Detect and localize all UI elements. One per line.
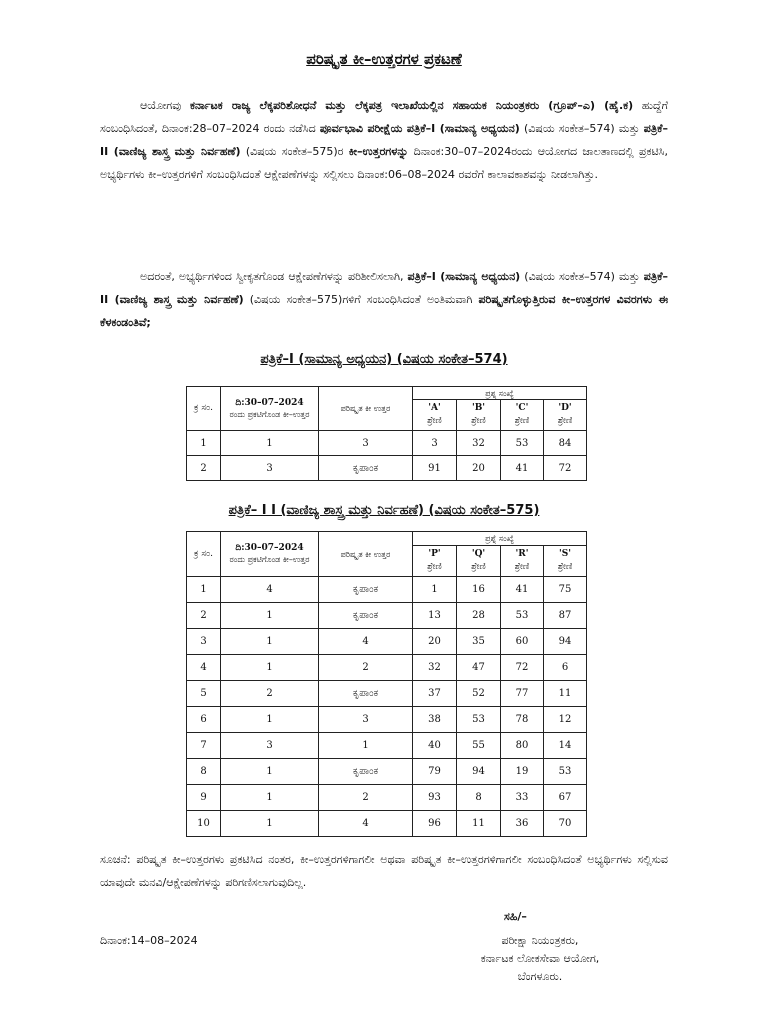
revised-key-header: ಪರಿಷ್ಕೃತ ಕೀ ಉತ್ತರ	[319, 387, 413, 431]
table-cell: 1	[221, 431, 319, 456]
table-cell: 38	[413, 707, 457, 733]
table-cell: 32	[413, 655, 457, 681]
intro-text-2: ಹುದ್ದೆಗೆ ಸಂಬಂಧಿಸಿದಂತೆ, ದಿನಾಂಕ:28–07–2024 ರಂದು ನಡೆಸಿದ	[100, 99, 668, 135]
table-cell: 4	[221, 577, 319, 603]
paper1-caption	[0, 352, 768, 367]
table-cell: 4	[319, 629, 413, 655]
series-header	[501, 546, 544, 577]
table-cell: 3	[187, 629, 221, 655]
table-cell: 53	[501, 603, 544, 629]
table-cell: 94	[544, 629, 587, 655]
table-cell: 93	[413, 785, 457, 811]
old-key-header-date: ದಿ:30–07–2024	[235, 397, 304, 408]
office-commission: ಕರ್ನಾಟಕ ಲೋಕಸೇವಾ ಆಯೋಗ,	[480, 952, 600, 965]
table-cell: 2	[187, 456, 221, 481]
table-cell: 96	[413, 811, 457, 837]
paper1-body	[187, 431, 587, 481]
table-row	[187, 785, 587, 811]
table-cell: 55	[457, 733, 501, 759]
table-cell: 3	[221, 733, 319, 759]
table-cell: 20	[457, 456, 501, 481]
table-cell: 28	[457, 603, 501, 629]
series-letter: 'Q'	[471, 549, 486, 559]
revised-key-header: ಪರಿಷ್ಕೃತ ಕೀ ಉತ್ತರ	[319, 532, 413, 577]
table-cell: 47	[457, 655, 501, 681]
series-word: ಶ್ರೇಣಿ	[514, 562, 530, 572]
result-bold-3: ಪರಿಷ್ಕೃತಗೊಳ್ಳುತ್ತಿರುವ ಕೀ–ಉತ್ತರಗಳ ವಿವರಗಳು ಈ ಕೆಳಕಂಡಂತಿವೆ;	[100, 293, 668, 329]
old-key-header-label: ರಂದು ಪ್ರಕಟಿಗೊಂಡ ಕೀ–ಉತ್ತರ	[229, 555, 310, 564]
table-cell: 91	[413, 456, 457, 481]
table-cell: 5	[187, 681, 221, 707]
table-cell: 1	[221, 785, 319, 811]
table-cell: 78	[501, 707, 544, 733]
table-cell: 8	[187, 759, 221, 785]
series-word: ಶ್ರೇಣಿ	[427, 416, 442, 426]
question-number-header: ಪ್ರಶ್ನ ಸಂಖ್ಯೆ	[413, 387, 587, 400]
table-cell: 33	[501, 785, 544, 811]
intro-bold-4: ಕೀ–ಉತ್ತರಗಳನ್ನು	[348, 145, 409, 158]
series-word: ಶ್ರೇಣಿ	[427, 562, 442, 572]
table-cell: 70	[544, 811, 587, 837]
table-cell: 52	[457, 681, 501, 707]
notice-title	[0, 50, 768, 68]
table-cell: 60	[501, 629, 544, 655]
series-header	[413, 546, 457, 577]
series-letter: 'A'	[428, 403, 441, 413]
table-cell: 1	[319, 733, 413, 759]
table-cell: 41	[501, 577, 544, 603]
sl-no-header: ಕ್ರ ಸಂ.	[187, 532, 221, 577]
question-number-header: ಪ್ರಶ್ನೆ ಸಂಖ್ಯೆ	[413, 532, 587, 546]
table-cell: 1	[413, 577, 457, 603]
series-word: ಶ್ರೇಣಿ	[557, 562, 573, 572]
series-letter: 'R'	[515, 549, 529, 559]
table-row	[187, 759, 587, 785]
paper2-caption-text: ಪತ್ರಿಕೆ– I I (ವಾಣಿಜ್ಯ ಶಾಸ್ತ್ರ ಮತ್ತು ನಿರ್ವಹಣೆ) (ವಿಷಯ ಸಂಕೇತ–575)	[228, 503, 540, 518]
table-cell: 1	[187, 431, 221, 456]
intro-text-3: (ವಿಷಯ ಸಂಕೇತ–574) ಮತ್ತು	[519, 122, 644, 135]
old-key-header-label: ರಂದು ಪ್ರಕಟಿಗೊಂಡ ಕೀ–ಉತ್ತರ	[229, 409, 310, 419]
table-cell: ಕೃಪಾಂಕ	[319, 577, 413, 603]
series-word: ಶ್ರೇಣಿ	[471, 416, 486, 426]
series-header	[413, 400, 457, 431]
table-cell: 36	[501, 811, 544, 837]
table-cell: 35	[457, 629, 501, 655]
issue-date: ದಿನಾಂಕ:14–08–2024	[100, 934, 198, 947]
table-cell: 72	[544, 456, 587, 481]
table-cell: 94	[457, 759, 501, 785]
table-cell: 40	[413, 733, 457, 759]
intro-bold-1: ಕರ್ನಾಟಕ ರಾಜ್ಯ ಲೆಕ್ಕಪರಿಶೋಧನೆ ಮತ್ತು ಲೆಕ್ಕಪತ್ರ ಇಲಾಖೆಯಲ್ಲಿನ ಸಹಾಯಕ ನಿಯಂತ್ರಕರು (ಗ್ರೂಪ್–ಎ) (ಹೈ.ಕ)	[189, 99, 634, 112]
table-cell: 14	[544, 733, 587, 759]
table-row	[187, 811, 587, 837]
table-cell: 2	[187, 603, 221, 629]
intro-text-5: ದಿನಾಂಕ:30–07–2024ರಂದು ಆಯೋಗದ ಜಾಲತಾಣದಲ್ಲಿ ಪ್ರಕಟಿಸಿ, ಅಭ್ಯರ್ಥಿಗಳು ಕೀ–ಉತ್ತರಗಳಿಗೆ ಸಂಬಂಧಿಸಿದಂತೆ ಆಕ್ಷೇಪಣೆಗಳನ್ನು ಸಲ್ಲಿಸಲು ದಿನಾಂಕ:06–08–2024 ರವರೆಗೆ ಕಾಲಾವಕಾಶವನ್ನು ನೀಡಲಾಗಿತ್ತು.	[100, 145, 668, 181]
table-row	[187, 733, 587, 759]
table-row	[187, 681, 587, 707]
table-cell: 3	[319, 707, 413, 733]
table-row	[187, 456, 587, 481]
table-cell: 12	[544, 707, 587, 733]
result-text-2: (ವಿಷಯ ಸಂಕೇತ–574) ಮತ್ತು	[520, 270, 644, 283]
table-cell: 53	[457, 707, 501, 733]
table-cell: 9	[187, 785, 221, 811]
table-cell: 1	[221, 655, 319, 681]
result-bold-1: ಪತ್ರಿಕೆ–I (ಸಾಮಾನ್ಯ ಅಧ್ಯಯನ)	[407, 270, 521, 283]
table-cell: ಕೃಪಾಂಕ	[319, 456, 413, 481]
series-letter: 'D'	[558, 403, 572, 413]
table-cell: ಕೃಪಾಂಕ	[319, 681, 413, 707]
table-cell: 19	[501, 759, 544, 785]
result-paragraph	[100, 265, 668, 334]
table-cell: 16	[457, 577, 501, 603]
notice-title-text: ಪರಿಷ್ಕೃತ ಕೀ–ಉತ್ತರಗಳ ಪ್ರಕಟಣೆ	[306, 50, 462, 68]
table-cell: 1	[221, 629, 319, 655]
table-cell: 53	[501, 431, 544, 456]
old-key-header	[221, 532, 319, 577]
table-cell: 1	[221, 811, 319, 837]
old-key-header-date: ದಿ:30–07–2024	[235, 543, 304, 553]
intro-bold-2: ಪೂರ್ವಭಾವಿ ಪರೀಕ್ಷೆಯ ಪತ್ರಿಕೆ–I (ಸಾಮಾನ್ಯ ಅಧ್ಯಯನ)	[319, 122, 520, 135]
table-cell: 3	[221, 456, 319, 481]
result-text-1: ಅದರಂತೆ, ಅಭ್ಯರ್ಥಿಗಳಿಂದ ಸ್ವೀಕೃತಗೊಂಡ ಆಕ್ಷೇಪಣೆಗಳನ್ನು ಪರಿಶೀಲಿಸಲಾಗಿ,	[140, 270, 408, 283]
table-cell: 41	[501, 456, 544, 481]
table-cell: 1	[187, 577, 221, 603]
issuing-office	[420, 932, 660, 986]
paper2-caption	[0, 503, 768, 518]
series-header	[457, 546, 501, 577]
notice-footnote: ಸೂಚನೆ: ಪರಿಷ್ಕೃತ ಕೀ–ಉತ್ತರಗಳು ಪ್ರಕಟಿಸಿದ ನಂತರ, ಕೀ–ಉತ್ತರಗಳಿಗಾಗಲೀ ಅಥವಾ ಪರಿಷ್ಕೃತ ಕೀ–ಉತ್ತರಗಳಿಗಾಗಲೀ ಸಂಬಂಧಿಸಿದಂತೆ ಅಭ್ಯರ್ಥಿಗಳು ಸಲ್ಲಿಸುವ ಯಾವುದೇ ಮನವಿ/ಆಕ್ಷೇಪಣೆಗಳನ್ನು ಪರಿಗಣಿಸಲಾಗುವುದಿಲ್ಲ.	[100, 853, 668, 889]
series-letter: 'S'	[559, 549, 572, 559]
table-cell: 4	[187, 655, 221, 681]
table-cell: 3	[413, 431, 457, 456]
table-cell: 8	[457, 785, 501, 811]
table-cell: ಕೃಪಾಂಕ	[319, 759, 413, 785]
paper1-caption-text: ಪತ್ರಿಕೆ–I (ಸಾಮಾನ್ಯ ಅಧ್ಯಯನ) (ವಿಷಯ ಸಂಕೇತ–574)	[260, 352, 508, 367]
table-cell: 1	[221, 707, 319, 733]
table-cell: 80	[501, 733, 544, 759]
table-cell: 11	[544, 681, 587, 707]
table-cell: 37	[413, 681, 457, 707]
table-cell: 20	[413, 629, 457, 655]
old-key-header	[221, 387, 319, 431]
signature: ಸಹಿ/–	[504, 910, 527, 923]
intro-text-1: ಆಯೋಗವು	[140, 99, 190, 112]
table-cell: 13	[413, 603, 457, 629]
sl-no-header: ಕ್ರ ಸಂ.	[187, 387, 221, 431]
table-cell: 2	[319, 655, 413, 681]
table-row	[187, 629, 587, 655]
series-letter: 'B'	[471, 403, 486, 413]
table-cell: 3	[319, 431, 413, 456]
series-word: ಶ್ರೇಣಿ	[557, 416, 573, 426]
table-cell: 87	[544, 603, 587, 629]
table-cell: 77	[501, 681, 544, 707]
table-row	[187, 707, 587, 733]
table-cell: 6	[544, 655, 587, 681]
table-cell: 6	[187, 707, 221, 733]
table-cell: 84	[544, 431, 587, 456]
paper1-key-table	[186, 386, 587, 481]
table-cell: 32	[457, 431, 501, 456]
table-cell: 75	[544, 577, 587, 603]
series-word: ಶ್ರೇಣಿ	[514, 416, 530, 426]
paper2-key-table	[186, 531, 587, 837]
series-letter: 'C'	[515, 403, 529, 413]
table-cell: 4	[319, 811, 413, 837]
table-cell: 1	[221, 759, 319, 785]
intro-text-4: (ವಿಷಯ ಸಂಕೇತ–575)ರ	[240, 145, 349, 158]
series-word: ಶ್ರೇಣಿ	[471, 562, 486, 572]
office-designation: ಪರೀಕ್ಷಾ ನಿಯಂತ್ರಕರು,	[501, 934, 579, 947]
series-header	[501, 400, 544, 431]
series-header	[544, 546, 587, 577]
series-header	[544, 400, 587, 431]
intro-bold-3: ಪತ್ರಿಕೆ– II (ವಾಣಿಜ್ಯ ಶಾಸ್ತ್ರ ಮತ್ತು ನಿರ್ವಹಣೆ)	[100, 122, 668, 158]
table-cell: 53	[544, 759, 587, 785]
series-header	[457, 400, 501, 431]
table-cell: 7	[187, 733, 221, 759]
table-cell: 67	[544, 785, 587, 811]
result-text-3: (ವಿಷಯ ಸಂಕೇತ–575)ಗಳಿಗೆ ಸಂಬಂಧಿಸಿದಂತೆ ಅಂತಿಮವಾಗಿ	[243, 293, 479, 306]
table-row	[187, 577, 587, 603]
office-city: ಬೆಂಗಳೂರು.	[517, 970, 563, 983]
table-row	[187, 603, 587, 629]
table-row	[187, 655, 587, 681]
table-cell: 2	[319, 785, 413, 811]
result-bold-2: ಪತ್ರಿಕೆ– II (ವಾಣಿಜ್ಯ ಶಾಸ್ತ್ರ ಮತ್ತು ನಿರ್ವಹಣೆ)	[100, 270, 669, 306]
table-cell: 72	[501, 655, 544, 681]
table-cell: 10	[187, 811, 221, 837]
table-row	[187, 431, 587, 456]
table-cell: 11	[457, 811, 501, 837]
table-cell: ಕೃಪಾಂಕ	[319, 603, 413, 629]
series-letter: 'P'	[428, 549, 441, 559]
table-cell: 2	[221, 681, 319, 707]
table-cell: 1	[221, 603, 319, 629]
intro-paragraph	[100, 94, 668, 186]
paper2-body	[187, 577, 587, 837]
table-cell: 79	[413, 759, 457, 785]
